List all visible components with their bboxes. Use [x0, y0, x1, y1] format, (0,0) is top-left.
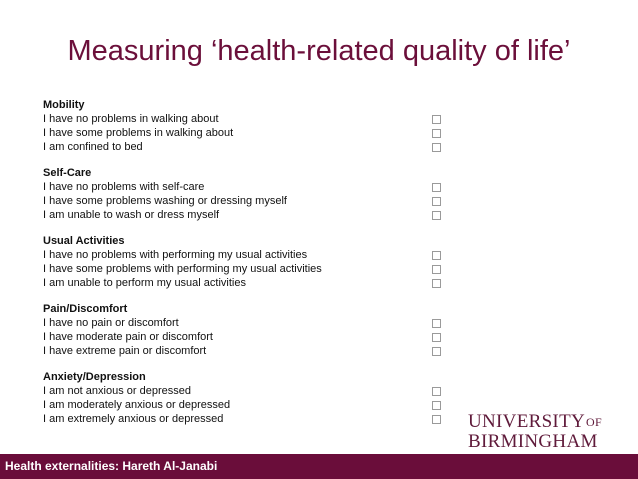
option-label: I have some problems with performing my usual activities	[43, 263, 322, 275]
option-label: I have some problems washing or dressing myself	[43, 195, 287, 207]
university-logo	[468, 412, 618, 452]
section-usual-activities	[43, 234, 443, 290]
section-heading: Pain/Discomfort	[43, 303, 128, 315]
checkbox-icon[interactable]	[432, 211, 441, 220]
option-label: I have no problems with self-care	[43, 181, 205, 193]
checkbox-icon[interactable]	[432, 401, 441, 410]
checkbox-icon[interactable]	[432, 415, 441, 424]
logo-line-university	[468, 412, 602, 432]
checkbox-icon[interactable]	[432, 347, 441, 356]
slide-title: Measuring ‘health-related quality of life’	[67, 35, 571, 67]
logo-word-university: UNIVERSITY	[468, 411, 585, 432]
option-row	[43, 248, 443, 262]
footer-bar	[0, 454, 638, 479]
checkbox-icon[interactable]	[432, 265, 441, 274]
option-label: I have no problems in walking about	[43, 113, 219, 125]
checkbox-icon[interactable]	[432, 197, 441, 206]
section-pain-discomfort	[43, 302, 443, 358]
checkbox-icon[interactable]	[432, 183, 441, 192]
option-row	[43, 126, 443, 140]
checkbox-icon[interactable]	[432, 251, 441, 260]
section-anxiety-depression	[43, 370, 443, 426]
logo-word-birmingham: BIRMINGHAM	[468, 431, 598, 452]
option-row	[43, 262, 443, 276]
option-label: I have extreme pain or discomfort	[43, 345, 207, 357]
option-label: I am extremely anxious or depressed	[43, 413, 224, 425]
option-label: I have some problems in walking about	[43, 127, 234, 139]
option-row	[43, 112, 443, 126]
option-label: I am not anxious or depressed	[43, 385, 191, 397]
option-row	[43, 194, 443, 208]
section-heading: Usual Activities	[43, 235, 125, 247]
option-row	[43, 140, 443, 154]
option-row	[43, 208, 443, 222]
eq5d-questionnaire	[43, 98, 443, 438]
checkbox-icon[interactable]	[432, 319, 441, 328]
checkbox-icon[interactable]	[432, 387, 441, 396]
section-self-care	[43, 166, 443, 222]
option-label: I am unable to wash or dress myself	[43, 209, 220, 221]
option-row	[43, 384, 443, 398]
option-row	[43, 180, 443, 194]
option-label: I have moderate pain or discomfort	[43, 331, 213, 343]
section-heading: Mobility	[43, 99, 85, 111]
option-row	[43, 316, 443, 330]
footer-text: Health externalities: Hareth Al-Janabi	[5, 459, 218, 473]
option-row	[43, 276, 443, 290]
checkbox-icon[interactable]	[432, 279, 441, 288]
section-mobility	[43, 98, 443, 154]
option-label: I am moderately anxious or depressed	[43, 399, 231, 411]
option-label: I have no problems with performing my usual activities	[43, 249, 308, 261]
option-label: I have no pain or discomfort	[43, 317, 179, 329]
option-row	[43, 398, 443, 412]
checkbox-icon[interactable]	[432, 333, 441, 342]
option-label: I am unable to perform my usual activities	[43, 277, 246, 289]
logo-word-of: OF	[586, 415, 602, 429]
section-heading: Anxiety/Depression	[43, 371, 146, 383]
checkbox-icon[interactable]	[432, 143, 441, 152]
option-row	[43, 330, 443, 344]
option-label: I am confined to bed	[43, 141, 143, 153]
option-row	[43, 412, 443, 426]
checkbox-icon[interactable]	[432, 129, 441, 138]
option-row	[43, 344, 443, 358]
section-heading: Self-Care	[43, 167, 92, 179]
checkbox-icon[interactable]	[432, 115, 441, 124]
